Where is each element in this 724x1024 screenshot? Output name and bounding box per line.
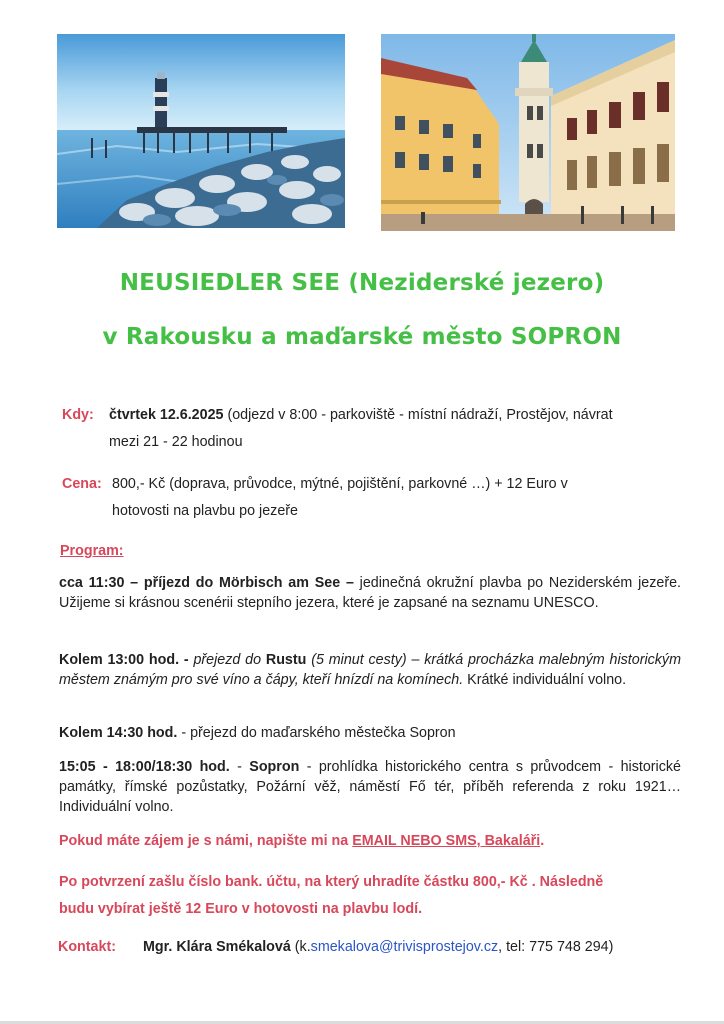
contact-line <box>143 936 613 959</box>
program-item-2 <box>59 650 681 690</box>
price-line-2: hotovosti na plavbu po jezeře <box>112 503 298 519</box>
notice-interest-text: Pokud máte zájem je s námi, napište mi na <box>59 833 353 849</box>
program-item-3 <box>59 723 681 743</box>
when-line-2: mezi 21 - 22 hodinou <box>109 434 243 450</box>
program-item-4-place: Sopron <box>249 759 300 775</box>
when-line-1 <box>109 404 689 427</box>
program-item-4-time: 15:05 - 18:00/18:30 hod. <box>59 759 230 775</box>
when-date: čtvrtek 12.6.2025 <box>109 407 224 423</box>
program-item-2-text: Krátké individuální volno. <box>463 672 627 688</box>
contact-email-link[interactable]: smekalova@trivisprostejov.cz <box>310 939 499 955</box>
program-heading: Program: <box>60 543 124 559</box>
when-detail: (odjezd v 8:00 - parkoviště - místní nádraží, Prostějov, návrat <box>223 407 613 423</box>
program-item-4-mid: - <box>229 759 250 775</box>
notice-interest-end: . <box>540 833 545 849</box>
contact-label: Kontakt: <box>58 939 116 955</box>
notice-interest <box>59 830 544 853</box>
program-item-4-text: - prohlídka historického centra s průvodcem - historické památky, římské pozůstatky, Požární věž, náměstí Fő tér, příběh referenda z roku 1921… Individuální volno. <box>59 759 681 815</box>
price-line-1: 800,- Kč (doprava, průvodce, mýtné, pojištění, parkovné …) + 12 Euro v <box>112 476 568 492</box>
program-item-1-time: cca 11:30 – příjezd do Mörbisch am See – <box>59 575 354 591</box>
program-item-1 <box>59 573 681 613</box>
when-label: Kdy: <box>62 407 94 423</box>
lake-lighthouse-photo <box>57 34 345 228</box>
program-item-2-time: Kolem 13:00 hod. - <box>59 652 189 668</box>
program-item-2-prefix: přejezd do <box>188 652 266 668</box>
program-item-1-text: jedinečná okružní plavba po Neziderském jezeře. Užijeme si krásnou scenérii stepního jezera, které je zapsané na seznamu UNESCO. <box>59 575 681 611</box>
program-item-3-text: - přejezd do maďarského městečka Sopron <box>177 725 456 741</box>
program-item-2-desc: (5 minut cesty) – krátká procházka malebným historickým městem známým pro své víno a čápy, kteří hnízdí na komínech. <box>59 652 681 688</box>
program-item-3-time: Kolem 14:30 hod. <box>59 725 178 741</box>
sopron-fire-tower-photo <box>381 34 675 231</box>
price-label: Cena: <box>62 476 102 492</box>
notice-contact-link[interactable]: EMAIL NEBO SMS, Bakaláři <box>352 833 541 849</box>
notice-payment-1: Po potvrzení zašlu číslo bank. účtu, na který uhradíte částku 800,- Kč . Následně <box>59 874 604 890</box>
notice-payment-2: budu vybírat ještě 12 Euro v hotovosti na plavbu lodí. <box>59 901 423 917</box>
title-line-1: NEUSIEDLER SEE (Neziderské jezero) <box>119 270 605 296</box>
program-item-2-place: Rustu <box>265 652 307 668</box>
program-item-4 <box>59 757 681 817</box>
contact-name: Mgr. Klára Smékalová <box>143 939 291 955</box>
contact-open: (k. <box>290 939 311 955</box>
contact-rest: , tel: 775 748 294) <box>498 939 614 955</box>
title-line-2: v Rakousku a maďarské město SOPRON <box>102 324 622 350</box>
